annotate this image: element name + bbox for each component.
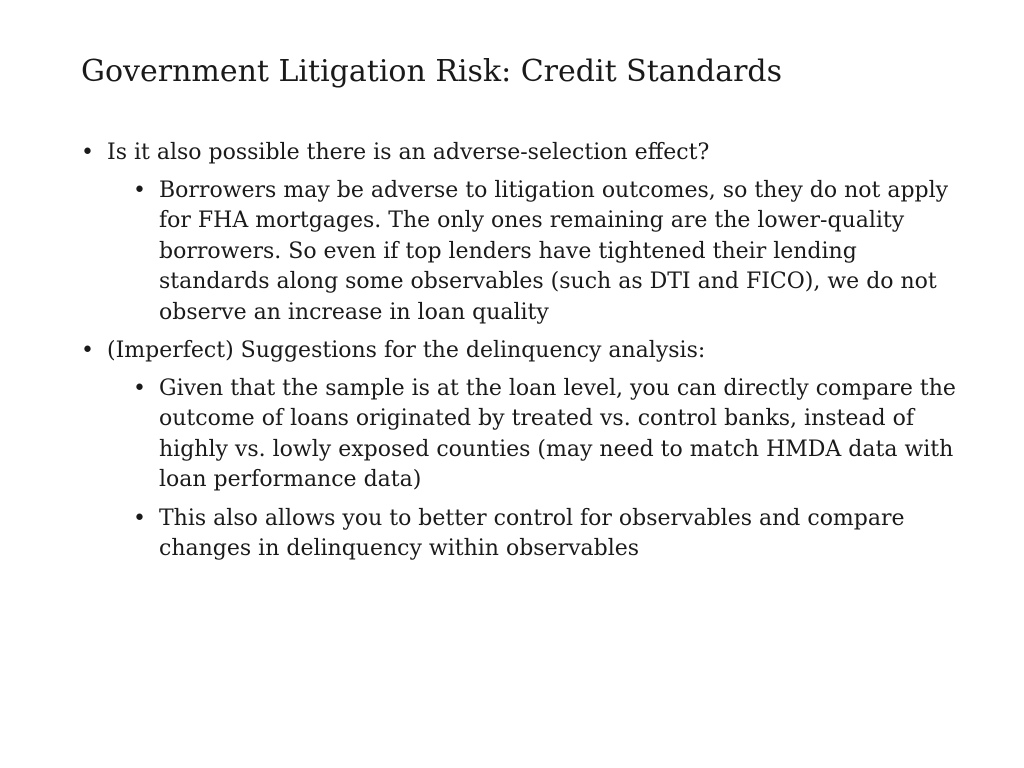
- bullet-point: [81, 336, 961, 565]
- slide-content: [81, 138, 961, 573]
- slide-title: Government Litigation Risk: Credit Standards: [81, 54, 783, 89]
- bullet-text: Is it also possible there is an adverse-selection effect?: [107, 140, 710, 165]
- sub-bullet-point: [133, 504, 961, 565]
- bullet-icon: •: [81, 140, 94, 165]
- bullet-point: [81, 138, 961, 328]
- sub-bullet-text: Borrowers may be adverse to litigation outcomes, so they do not apply for FHA mortgages. The only ones remaining are the lower-quality borrowers. So even if top lenders have tightened their lending standards along some observables (such as DTI and FICO), we do not observe an increase in loan quality: [159, 177, 949, 325]
- bullet-icon: •: [133, 375, 146, 401]
- bullet-icon: •: [81, 338, 94, 363]
- sub-bullet-list: [107, 374, 961, 565]
- sub-bullet-point: [133, 374, 961, 496]
- sub-bullet-list: [107, 176, 961, 329]
- sub-bullet-text: This also allows you to better control for observables and compare changes in delinquency within observables: [159, 505, 905, 561]
- bullet-icon: •: [133, 177, 146, 203]
- bullet-list: [81, 138, 961, 565]
- sub-bullet-point: [133, 176, 961, 329]
- sub-bullet-text: Given that the sample is at the loan level, you can directly compare the outcome of loans originated by treated vs. control banks, instead of highly vs. lowly exposed counties (may need to match HMDA data with loan performance data): [159, 375, 956, 492]
- bullet-text: (Imperfect) Suggestions for the delinquency analysis:: [107, 338, 706, 363]
- bullet-icon: •: [133, 505, 146, 531]
